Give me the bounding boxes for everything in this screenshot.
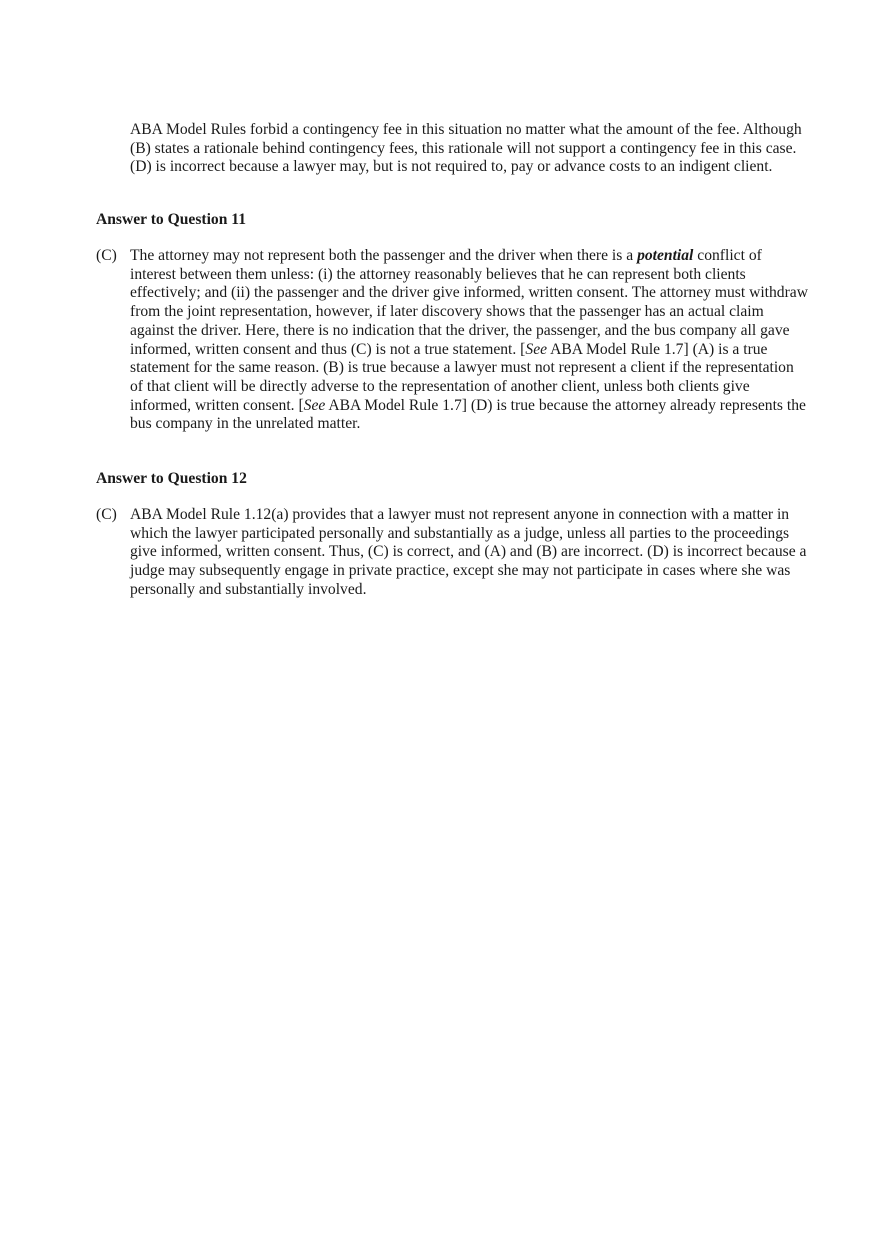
answer-11-block (96, 247, 810, 434)
answer-12-letter: (C) (96, 506, 117, 523)
heading-answer-11: Answer to Question 11 (96, 211, 247, 228)
answer-11-text (130, 247, 810, 434)
answer-12-text: ABA Model Rule 1.12(a) provides that a lawyer must not represent anyone in connection with a matter in which the lawyer participated personally and substantially as a judge, unless all parties to the proceedings give informed, written consent. Thus, (C) is correct, and (A) and (B) are incorrect. (D) is incorrect because a judge may subsequently engage in private practice, except she may not participate in cases where she was personally and substantially involved. (130, 506, 807, 598)
answer-11-part-4: ABA Model Rule 1.7] (D) is true because the attorney already represents the bus company in the unrelated matter. (130, 396, 806, 433)
answer-11-part-2: conflict of interest between them unless: (i) the attorney reasonably believes that he can represent both clients effectively; and (ii) the passenger and the driver give informed, written consent. The attorney must withdraw from the joint representation, however, if later discovery shows that the passenger has an actual claim against the driver. Here, there is no indication that the driver, the passenger, and the bus company all gave informed, written consent and thus (C) is not a true statement. [ (130, 247, 808, 358)
answer-11-part-1: The attorney may not represent both the passenger and the driver when there is a (130, 247, 638, 264)
answer-11-part-3: ABA Model Rule 1.7] (A) is a true statement for the same reason. (B) is true because a lawyer must not represent a client if the representation of that client will be directly adverse to the representation of another client, unless both clients give informed, written consent. [ (130, 340, 794, 414)
answer-11-emphasis: potential (637, 247, 694, 264)
answer-11-see-1: See (525, 340, 548, 358)
continued-answer-paragraph: ABA Model Rules forbid a contingency fee in this situation no matter what the amount of the fee. Although (B) states a rationale behind contingency fees, this rationale will not support a contingency fee in this case. (D) is incorrect because a lawyer may, but is not required to, pay or advance costs to an indigent client. (130, 121, 802, 176)
answer-12-block (96, 506, 810, 600)
answer-11-see-2: See (303, 396, 326, 414)
answer-11-letter: (C) (96, 247, 117, 264)
heading-answer-12: Answer to Question 12 (96, 470, 247, 487)
